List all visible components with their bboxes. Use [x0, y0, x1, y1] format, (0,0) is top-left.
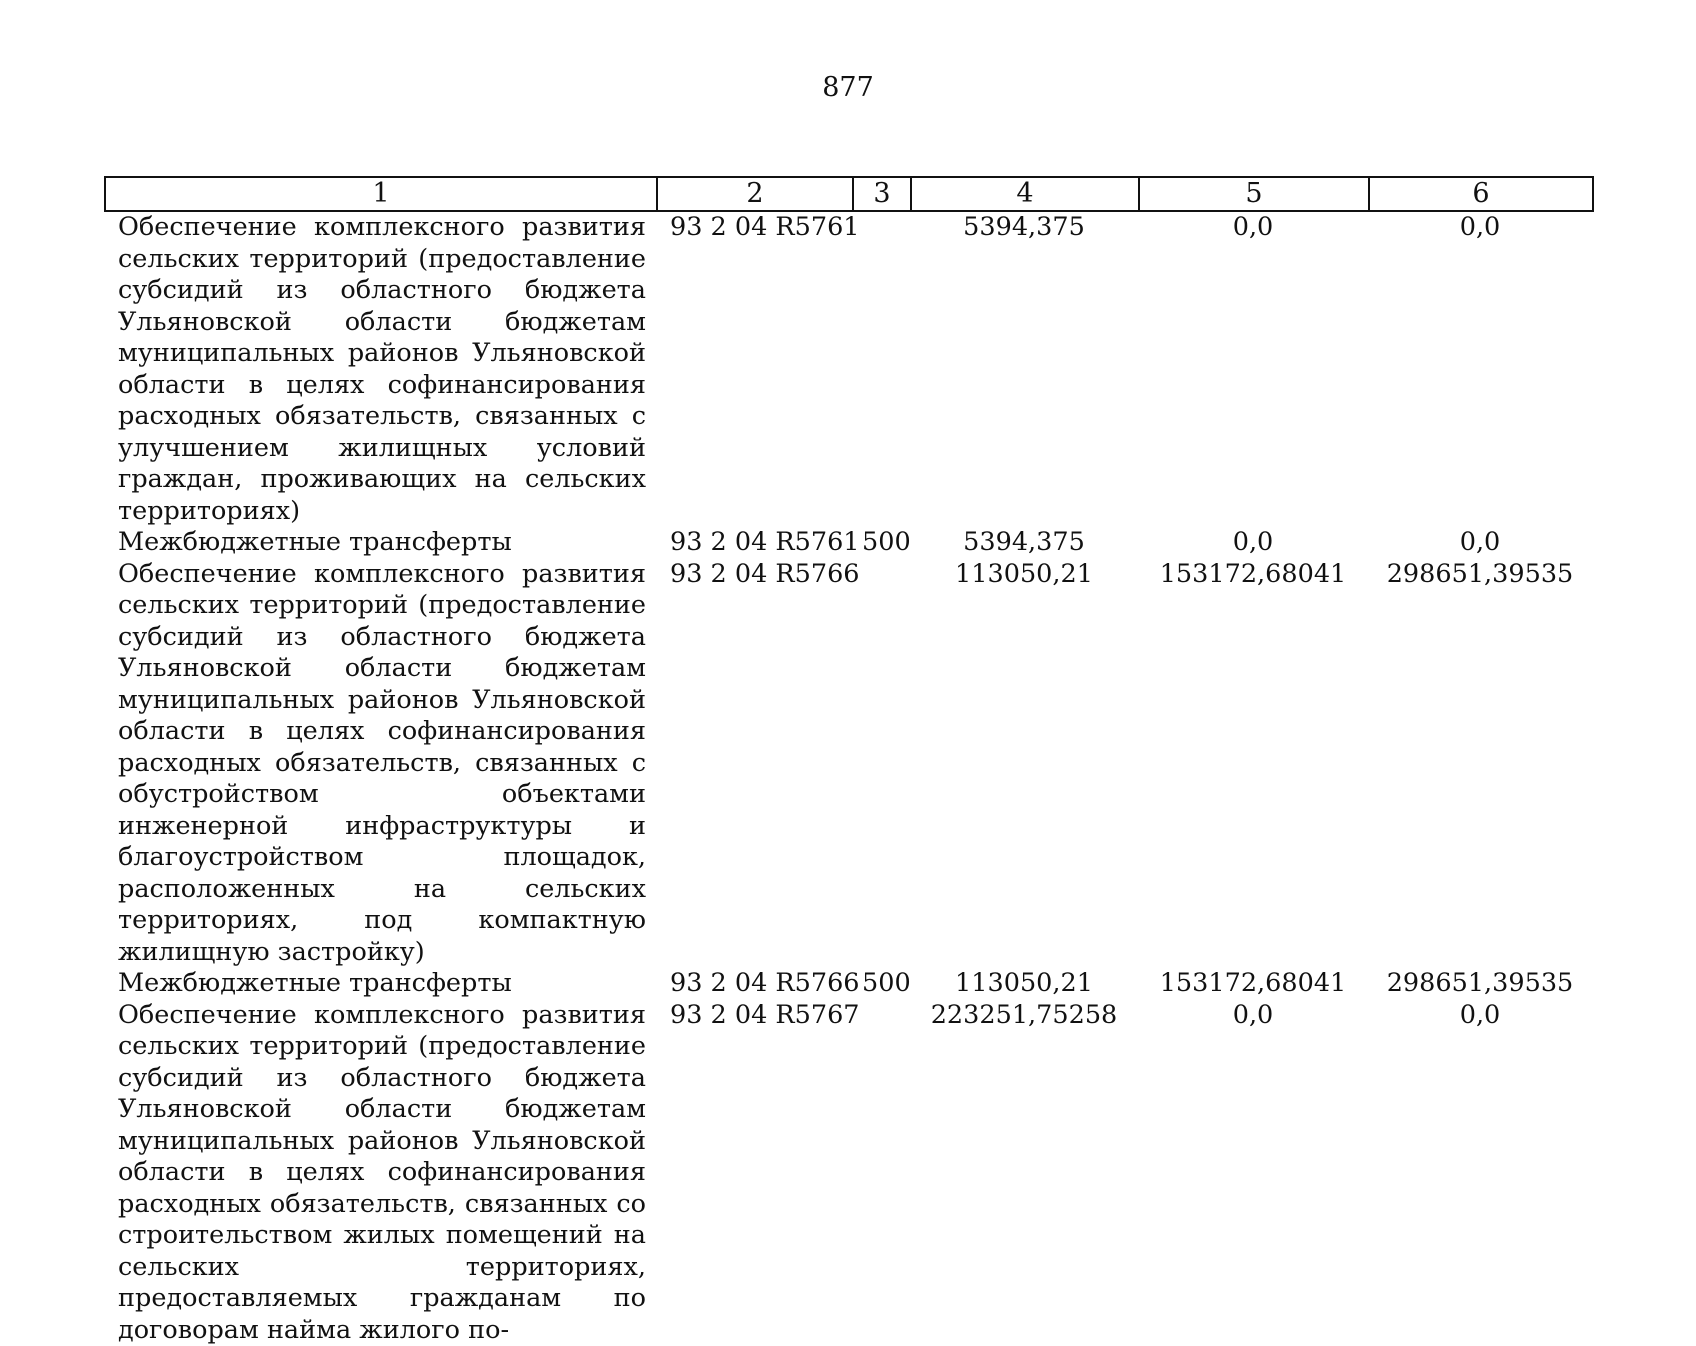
column-header-5: 5	[1139, 177, 1369, 211]
row-amount-col5: 153172,68041	[1138, 968, 1368, 1000]
row-expense-type: 500	[852, 968, 910, 1000]
table-row	[104, 212, 1592, 527]
page-number: 877	[0, 72, 1696, 104]
row-expense-type	[852, 559, 910, 969]
table-row	[104, 1000, 1592, 1346]
row-amount-col6: 0,0	[1368, 1000, 1592, 1346]
row-expense-type	[852, 1000, 910, 1346]
row-description: Обеспечение комплексного развития сельских территорий (предоставление субсидий из областного бюджета Ульяновской области бюджетам муниципальных районов Ульяновской области в целях софинансирования расходных обязательств, связанных с улучшением жилищных условий граждан, проживающих на сельских территориях)	[104, 212, 656, 527]
table-body	[104, 212, 1592, 1346]
row-amount-col6: 298651,39535	[1368, 559, 1592, 969]
table-row	[104, 559, 1592, 969]
row-expense-type: 500	[852, 527, 910, 559]
column-header-4: 4	[911, 177, 1139, 211]
row-description: Обеспечение комплексного развития сельских территорий (предоставление субсидий из областного бюджета Ульяновской области бюджетам муниципальных районов Ульяновской области в целях софинансирования расходных обязательств, связанных с обустройством объектами инженерной инфраструктуры и благоустройством площадок, расположенных на сельских территориях, под компактную жилищную застройку)	[104, 559, 656, 969]
row-amount-col4: 223251,75258	[910, 1000, 1138, 1346]
column-header-row	[105, 177, 1593, 211]
row-target-code: 93 2 04 R5766	[656, 559, 852, 969]
row-amount-col6: 0,0	[1368, 212, 1592, 527]
row-amount-col4: 113050,21	[910, 968, 1138, 1000]
table-row	[104, 527, 1592, 559]
row-target-code: 93 2 04 R5766	[656, 968, 852, 1000]
row-description: Обеспечение комплексного развития сельских территорий (предоставление субсидий из областного бюджета Ульяновской области бюджетам муниципальных районов Ульяновской области в целях софинансирования расходных обязательств, связанных со строительством жилых помещений на сельских территориях, предоставляемых гражданам по договорам найма жилого по-	[104, 1000, 656, 1346]
column-header-1: 1	[105, 177, 657, 211]
row-description: Межбюджетные трансферты	[104, 527, 656, 559]
row-target-code: 93 2 04 R5767	[656, 1000, 852, 1346]
row-description: Межбюджетные трансферты	[104, 968, 656, 1000]
table-row	[104, 968, 1592, 1000]
column-header-3: 3	[853, 177, 911, 211]
column-header-table	[104, 176, 1594, 212]
row-target-code: 93 2 04 R5761	[656, 212, 852, 527]
row-amount-col4: 113050,21	[910, 559, 1138, 969]
row-amount-col4: 5394,375	[910, 212, 1138, 527]
column-header-6: 6	[1369, 177, 1593, 211]
row-amount-col6: 298651,39535	[1368, 968, 1592, 1000]
row-amount-col5: 153172,68041	[1138, 559, 1368, 969]
row-amount-col4: 5394,375	[910, 527, 1138, 559]
column-header-2: 2	[657, 177, 853, 211]
row-amount-col6: 0,0	[1368, 527, 1592, 559]
row-amount-col5: 0,0	[1138, 527, 1368, 559]
row-expense-type	[852, 212, 910, 527]
row-amount-col5: 0,0	[1138, 212, 1368, 527]
row-amount-col5: 0,0	[1138, 1000, 1368, 1346]
row-target-code: 93 2 04 R5761	[656, 527, 852, 559]
